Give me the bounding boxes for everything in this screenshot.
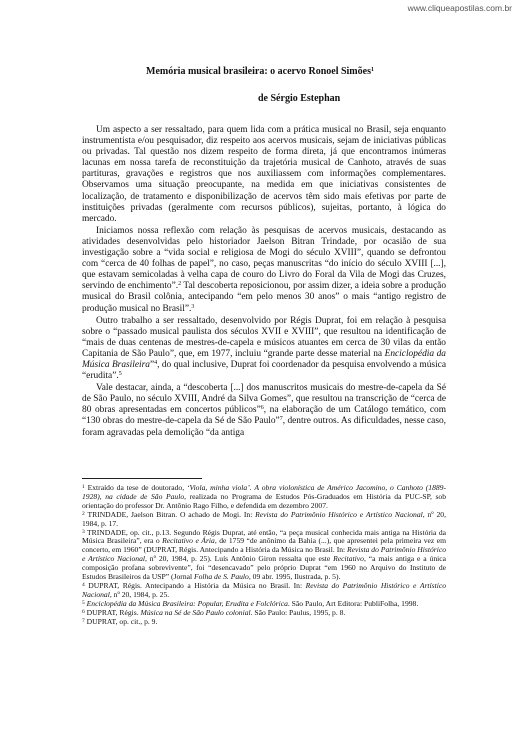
footnote-mark: 3	[191, 303, 195, 310]
body-text	[82, 125, 446, 440]
title-footnote-mark: 1	[370, 67, 374, 73]
text-run: , “a mais antiga e a única composição profana sobrevivente”, foi “desencavado” pelo próprio Duprat “em 1960 no Arquivo do Instituto de Estudos Brasileiros da USP” (Jornal	[82, 554, 446, 582]
paragraph	[82, 383, 446, 438]
text-run: , dentre outros. As dificuldades, nesse caso, foram agravadas pela demolição “da antiga	[82, 416, 446, 438]
text-run: , na elaboração de um Catálogo temático, com “130 obras do mestre-de-capela da Sé de São Paulo”	[82, 405, 446, 427]
footnote-mark: 2	[178, 281, 182, 288]
footnote-mark: 2	[82, 510, 85, 517]
paragraph	[82, 226, 446, 315]
text-run: Extraído da tese de doutorado,	[84, 483, 187, 492]
text-run: . São Paulo: Paulus, 1995, p. 8.	[250, 607, 346, 617]
footnote-mark: 1	[82, 484, 85, 490]
footnote-mark: 6	[82, 608, 85, 615]
footnote-mark: 4	[154, 359, 158, 366]
page-title	[0, 66, 520, 77]
text-run: DUPRAT, Régis.	[84, 607, 141, 617]
text-run: Iniciamos nossa reflexão com relação às pesquisas de acervos musicais, destacando as atividades desenvolvidas pelo historiador Jaelson Bitran Trindade, por ocasião de sua investigação sobre a “vida social e religiosa de Mogi do século XVIII”, quando se defrontou com “cerca de 40 folhas de papel”, no caso, peças manuscritas “do início do século XVIII [...], que estavam semicoladas à velha capa de couro do Livro do Foral da Vila de Mogi das Cruzes, servindo de enchimento”.	[82, 225, 446, 292]
italic-run: Revista do Patrimônio Histórico e Artístico Nacional	[255, 509, 423, 519]
text-run: TRINDADE, op. cit., p.13. Segundo Régis Duprat, até então, “a peça musical conhecida mais antiga na História da Música Brasileira”, era o	[82, 527, 446, 546]
title-text: Memória musical brasileira: o acervo Ronoel Simões	[146, 66, 371, 77]
footnote	[82, 582, 446, 600]
text-run: DUPRAT, Régis. Antecipando a História da Música no Brasil. In:	[84, 580, 306, 590]
footnote-mark: 5	[82, 599, 85, 606]
paragraph	[82, 316, 446, 383]
footnote-mark: 4	[82, 581, 85, 588]
watermark: www.cliqueapostilas.com.br	[407, 3, 512, 13]
text-run: DUPRAT, op. cit., p. 9.	[84, 616, 158, 626]
text-run: Outro trabalho a ser ressaltado, desenvolvido por Régis Duprat, foi em relação à pesquisa sobre o “passado musical paulista dos séculos XVII e XVIII”, que resultou na identificação de “mais de duas centenas de mestres-de-capela e músicos atuantes em cerca de 30 vilas da então Capitania de São Paulo”, que, em 1977, incluiu “grande parte desse material na	[82, 315, 446, 359]
italic-run: Enciclopédia da Música Brasileira	[82, 348, 446, 370]
text-run: , nº 20, 1984, p. 17.	[82, 509, 446, 528]
footnote-mark: 6	[260, 405, 264, 412]
italic-run: Enciclopédia da Música Brasileira: Popular, Erudita e Folclórica	[86, 598, 288, 608]
footnote	[82, 511, 446, 529]
text-run: . São Paulo, Art Editora: PubliFolha, 1998.	[287, 598, 419, 608]
text-run: , realizada no Programa de Estudos Pós-Graduados em História da PUC-SP, sob orientação do professor Dr. Antônio Rago Filho, e defendida em dezembro 2007.	[82, 491, 446, 510]
text-run: Tal descoberta reposicionou, por assim dizer, a ideia sobre a produção musical do Brasil colônia, antecipando “em pelo menos 30 anos” o mais “antigo registro de produção musical no Brasil”.	[82, 281, 447, 314]
italic-run: Revista do Patrimônio Histórico e Artístico Nacional	[82, 580, 446, 599]
author-byline: de Sérgio Estephan	[258, 93, 341, 104]
text-run: , 09 abr. 1995, Ilustrada, p. 5).	[248, 572, 341, 582]
footnote-mark: 5	[118, 371, 122, 378]
italic-run: ‘Viola, minha viola’. A obra violonística de Américo Jacomino, o Canhoto (1889-1928), na cidade de São Paulo	[82, 483, 446, 501]
text-run: , nº 20, 1984, p. 25.	[109, 589, 170, 599]
footnote-mark: 7	[279, 416, 283, 423]
italic-run: Revista do Patrimônio Histórico e Artístico Nacional	[82, 545, 446, 564]
italic-run: Música na Sé de São Paulo colonial	[140, 607, 251, 617]
text-run: TRINDADE, Jaelson Bitran. O achado de Mogi. In:	[84, 509, 256, 519]
italic-run: Recitativo e Ária	[162, 536, 215, 546]
text-run: , nº 20, 1984, p. 25). Luís Antônio Giron ressalta que este	[145, 554, 334, 564]
text-run: Um aspecto a ser ressaltado, para quem lida com a prática musical no Brasil, seja enquanto instrumentista e/ou pesquisador, diz respeito aos acervos musicais, sejam de iniciativas públicas ou privadas. Tal questão nos dizem respeito de forma direta, já que encontramos inúmeras lacunas em nossa tarefa de reconstituição da trajetória musical de Canhoto, através de suas partituras, gravações e registros que nos auxiliassem com informações complementares. Observamos uma situação preocupante, na medida em que iniciativas consistentes de localização, de tratamento e disponibilização de acervos têm sido mais efetivas por parte de instituições privadas (geralmente com recursos públicos), sujeitas, portanto, à lógica do mercado.	[82, 125, 446, 224]
italic-run: Recitativo	[333, 554, 364, 564]
footnotes	[82, 484, 446, 627]
footnote	[82, 529, 446, 582]
italic-run: Folha de S. Paulo	[194, 572, 249, 582]
text-run: Vale destacar, ainda, a “descoberta [...] dos manuscritos musicais do mestre-de-capela da Sé de São Paulo, no século XVIII, André da Silva Gomes”, que resultou na transcrição de “cerca de 80 obras apresentadas em concertos públicos”	[82, 383, 446, 416]
footnote	[82, 618, 446, 627]
text-run: , do qual inclusive, Duprat foi coordenador da pesquisa envolvendo a música “erudita”.	[82, 359, 446, 382]
paragraph	[82, 125, 446, 225]
text-run: ”	[149, 359, 155, 370]
text-run: , de 1759 “de anônimo da Bahia (...), que apresentei pela primeira vez em concerto, em 1960” (DUPRAT, Régis. Antecipando a História da Música no Brasil. In:	[82, 536, 446, 555]
footnote-rule	[82, 478, 202, 479]
footnote-mark: 7	[82, 617, 85, 624]
footnote-mark: 3	[82, 528, 85, 535]
footnote	[82, 484, 446, 511]
